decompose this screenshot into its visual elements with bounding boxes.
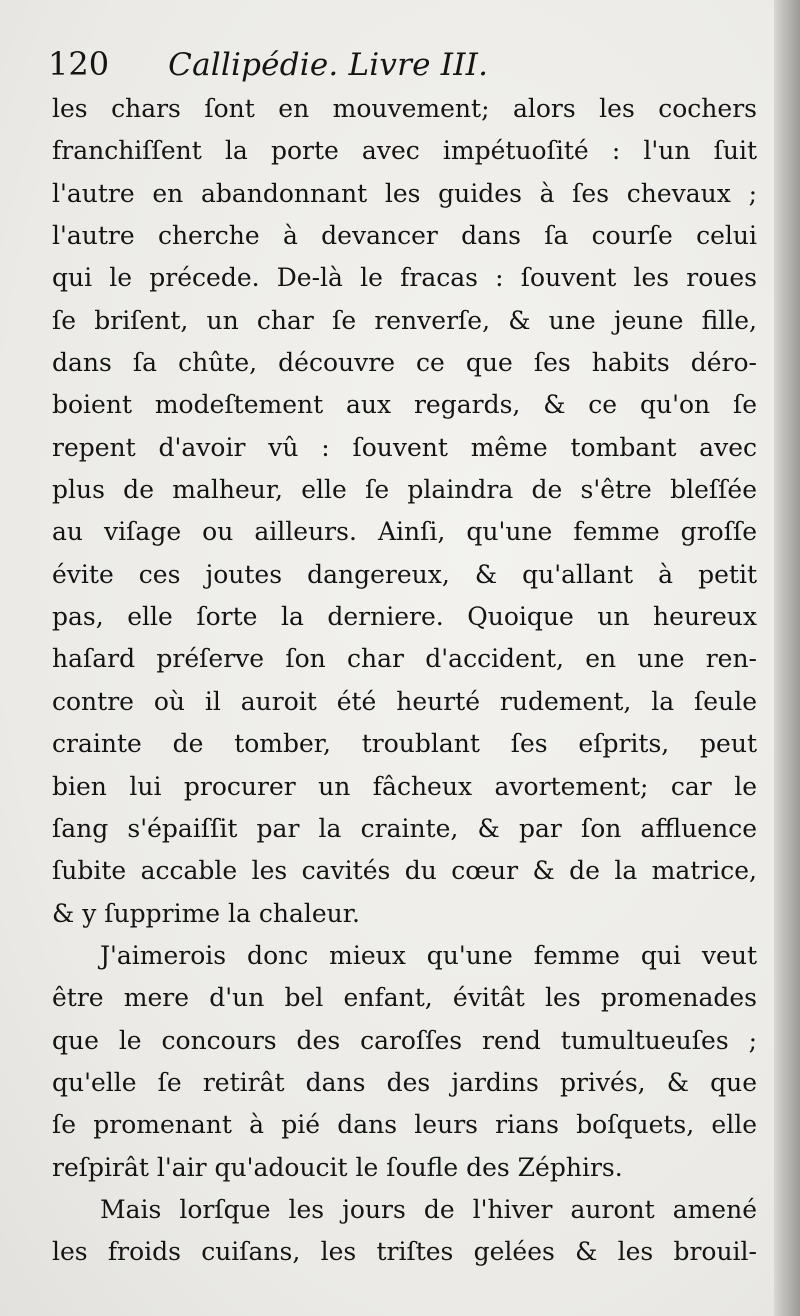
text-line: crainte de tomber, troublant ſes eſprits, peut <box>52 729 757 759</box>
text-line: les chars ſont en mouvement; alors les cochers <box>52 94 757 123</box>
text-line: plus de malheur, elle ſe plaindra de s'être bleſſée <box>52 475 757 505</box>
text-line: reſpirât l'air qu'adoucit le ſoufle des Zéphirs. <box>52 1152 623 1182</box>
text-line: boient modeſtement aux regards, & ce qu'on ſe <box>52 390 757 420</box>
text-line: haſard préſerve ſon char d'accident, en une ren- <box>52 644 757 674</box>
page-number: 120 <box>48 45 110 83</box>
text-line: Mais lorſque les jours de l'hiver auront amené <box>100 1194 757 1224</box>
running-title: Callipédie. Livre III. <box>168 47 489 83</box>
text-line: & y ſupprime la chaleur. <box>52 898 360 928</box>
text-line: l'autre cherche à devancer dans ſa courſe celui <box>52 221 757 251</box>
text-line: qu'elle ſe retirât dans des jardins privés, & que <box>52 1067 757 1097</box>
text-line: ſe briſent, un char ſe renverſe, & une jeune fille, <box>52 305 757 335</box>
text-line: J'aimerois donc mieux qu'une femme qui veut <box>100 940 757 970</box>
text-line: dans ſa chûte, découvre ce que ſes habits déro- <box>52 348 757 378</box>
text-line: ſang s'épaiſſit par la crainte, & par ſon affluence <box>52 813 757 843</box>
text-line: évite ces joutes dangereux, & qu'allant à petit <box>52 559 757 589</box>
text-line: l'autre en abandonnant les guides à ſes chevaux ; <box>52 178 757 208</box>
text-line: qui le précede. De-là le fracas : ſouvent les roues <box>52 263 757 293</box>
text-line: pas, elle ſorte la derniere. Quoique un heureux <box>52 602 757 632</box>
text-line: repent d'avoir vû : ſouvent même tombant avec <box>52 432 757 462</box>
text-line: ſubite accable les cavités du cœur & de la matrice, <box>52 856 757 886</box>
text-line: contre où il auroit été heurté rudement, la ſeule <box>52 686 757 716</box>
body-text <box>52 88 757 1274</box>
text-line: être mere d'un bel enfant, évitât les promenades <box>52 983 757 1013</box>
text-line: les froids cuiſans, les triſtes gelées & les brouil- <box>52 1237 757 1267</box>
text-line: que le concours des caroſſes rend tumultueuſes ; <box>52 1025 757 1055</box>
text-line: franchiſſent la porte avec impétuoſité : l'un ſuit <box>52 136 757 166</box>
running-head <box>48 42 488 87</box>
text-line: bien lui procurer un fâcheux avortement; car le <box>52 771 757 801</box>
text-line: ſe promenant à pié dans leurs rians boſquets, elle <box>52 1110 757 1140</box>
page-gutter-shadow <box>774 0 800 1316</box>
text-line: au viſage ou ailleurs. Ainſi, qu'une femme groſſe <box>52 517 757 547</box>
